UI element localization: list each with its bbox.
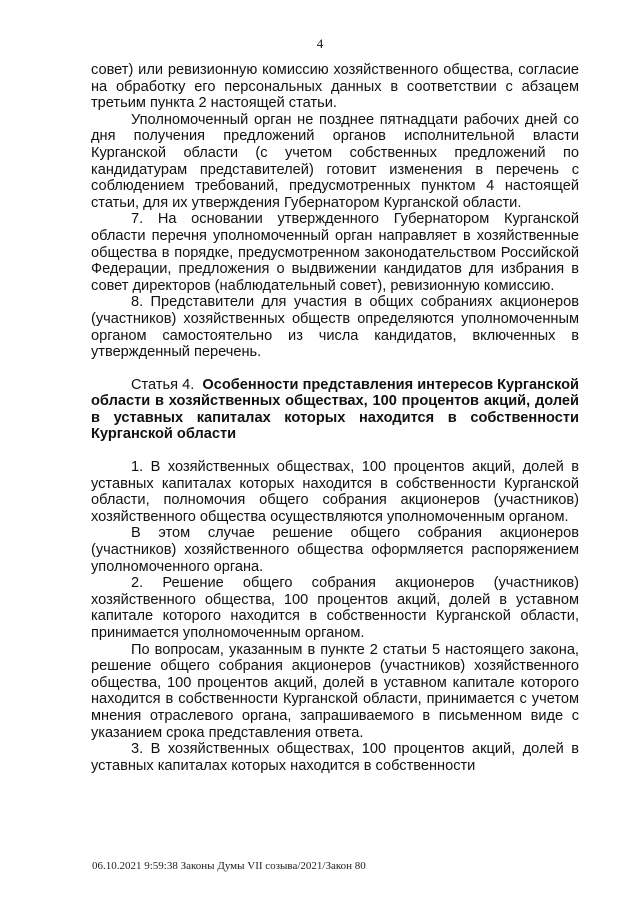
paragraph: Уполномоченный орган не позднее пятнадцати рабочих дней со дня получения предложений органов исполнительной власти Курганской области (с учетом собственных предложений по кандидатурам представителей) готовит изменения в перечень с соблюдением требований, предусмотренных пунктом 4 настоящей статьи, для их утверждения Губернатором Курганской области. bbox=[91, 111, 579, 211]
spacer bbox=[91, 361, 579, 377]
paragraph: 7. На основании утвержденного Губернатором Курганской области перечня уполномоченный орган направляет в хозяйственные общества в порядке, предусмотренном законодательством Российской Федерации, предложения о выдвижении кандидатов для избрания в совет директоров (наблюдательный совет), ревизионную комиссию. bbox=[91, 211, 579, 294]
paragraph: 8. Представители для участия в общих собраниях акционеров (участников) хозяйственных обществ определяются уполномоченным органом самостоятельно из числа кандидатов, включенных в утвержденный перечень. bbox=[91, 294, 579, 361]
paragraph: 2. Решение общего собрания акционеров (участников) хозяйственного общества, 100 процентов акций, долей в уставном капитале которого находится в собственности Курганской области, принимается уполномоченным органом. bbox=[91, 575, 579, 641]
paragraph: По вопросам, указанным в пункте 2 статьи 5 настоящего закона, решение общего собрания акционеров (участников) хозяйственного общества, 100 процентов акций, долей в уставном капитале которого находится в собственности Курганской области, принимается с учетом мнения отраслевого органа, запрашиваемого в письменном виде с указанием срока представления ответа. bbox=[91, 641, 579, 741]
paragraph: 1. В хозяйственных обществах, 100 процентов акций, долей в уставных капиталах которых находится в собственности Курганской области, полномочия общего собрания акционеров (участников) хозяйственного общества осуществляются уполномоченным органом. bbox=[91, 459, 579, 525]
footer-stamp: 06.10.2021 9:59:38 Законы Думы VII созыва/2021/Закон 80 bbox=[92, 860, 366, 872]
article-heading bbox=[91, 377, 579, 443]
paragraph: совет) или ревизионную комиссию хозяйственного общества, согласие на обработку его персональных данных в соответствии с абзацем третьим пункта 2 настоящей статьи. bbox=[91, 62, 579, 112]
page-number: 4 bbox=[316, 36, 324, 51]
article-label: Статья 4. bbox=[131, 376, 195, 393]
article-title: Особенности представления интересов Курганской области в хозяйственных обществах, 100 процентов акций, долей в уставных капиталах которых находится в собственности Курганской области bbox=[91, 376, 580, 443]
paragraph: 3. В хозяйственных обществах, 100 процентов акций, долей в уставных капиталах которых находится в собственности bbox=[91, 741, 579, 774]
spacer bbox=[91, 443, 579, 459]
document-body bbox=[91, 62, 579, 774]
paragraph: В этом случае решение общего собрания акционеров (участников) хозяйственного общества оформляется распоряжением уполномоченного органа. bbox=[91, 525, 579, 575]
